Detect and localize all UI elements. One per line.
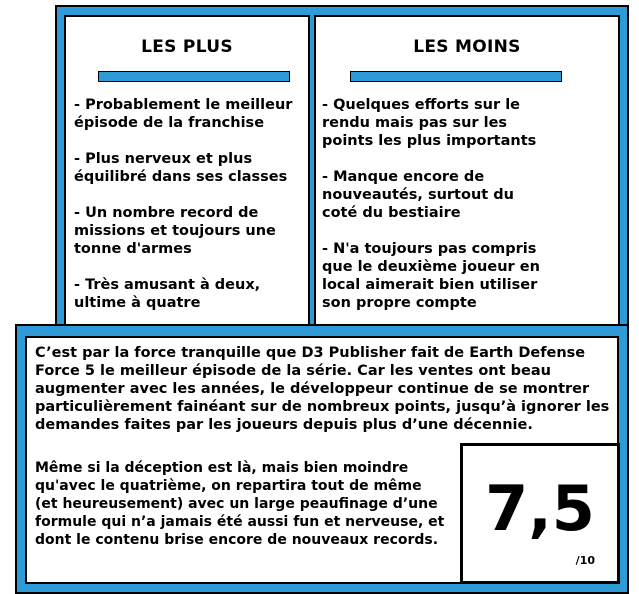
pros-panel	[64, 15, 310, 328]
pros-title-underline	[98, 71, 290, 82]
pros-item: - Très amusant à deux, ultime à quatre	[74, 277, 261, 311]
verdict-paragraph: C’est par la force tranquille que D3 Publisher fait de Earth Defense Force 5 le meilleur épisode de la série. Car les ventes ont beau augmenter avec les années, le développeur continue de se montrer particulièrement fainéant sur de nombreux points, jusqu’à ignorer les demandes faites par les joueurs depuis plus d’une décennie.	[35, 345, 610, 433]
pros-title: LES PLUS	[141, 37, 233, 57]
cons-title-underline	[350, 71, 562, 82]
cons-list	[322, 96, 542, 330]
conclusion-paragraph: Même si la déception est là, mais bien moindre qu'avec le quatrième, on repartira tout de même (et heureusement) avec un large peaufinage d’une formule qui n’a jamais été aussi fun et nerveuse, et dont le contenu brise encore de nouveaux records.	[35, 460, 445, 548]
cons-item: - Quelques efforts sur le rendu mais pas sur les points les plus importants	[322, 97, 537, 149]
pros-item: - Un nombre record de missions et toujours une tonne d'armes	[74, 205, 276, 257]
cons-item: - N'a toujours pas compris que le deuxième joueur en local aimerait bien utiliser son propre compte	[322, 241, 540, 311]
pros-list	[74, 96, 302, 330]
score-box	[460, 443, 620, 584]
pros-item: - Probablement le meilleur épisode de la franchise	[74, 97, 293, 131]
score-scale: /10	[575, 554, 595, 567]
pros-item: - Plus nerveux et plus équilibré dans ses classes	[74, 151, 288, 185]
cons-title: LES MOINS	[413, 37, 521, 57]
cons-item: - Manque encore de nouveautés, surtout du coté du bestiaire	[322, 169, 514, 221]
score-value: 7,5	[485, 472, 595, 545]
cons-panel	[314, 15, 620, 328]
